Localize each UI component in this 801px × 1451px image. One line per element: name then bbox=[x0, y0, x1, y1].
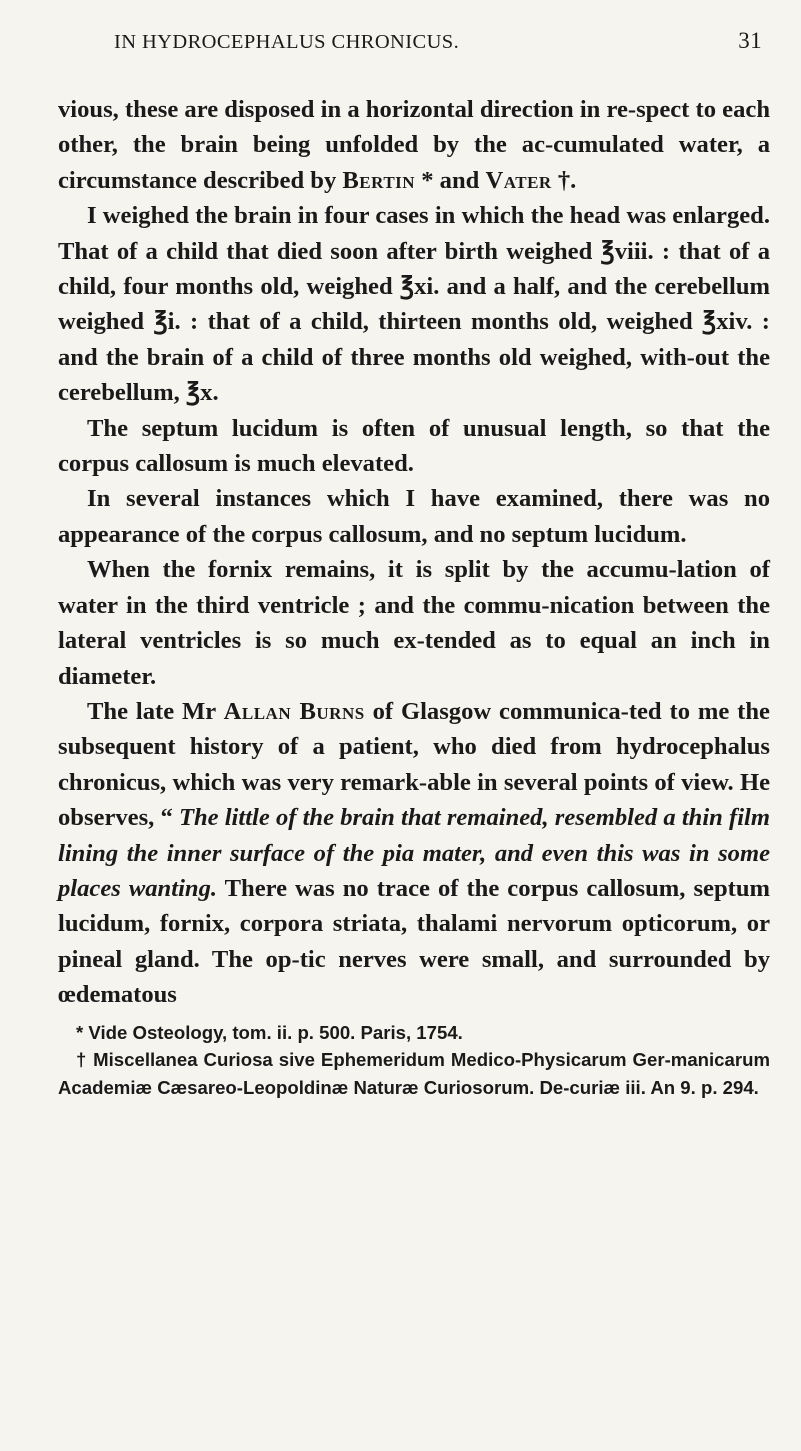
small-caps-name: Bertin bbox=[342, 166, 416, 194]
small-caps-name: Vater bbox=[485, 166, 552, 194]
text-run: vious, these are disposed in a horizontal direction in re-spect to each other, the brain being unfolded by the ac-cumulated water, a circumstance described by bbox=[58, 96, 770, 194]
paragraph bbox=[58, 481, 770, 552]
small-caps-name: Allan Burns bbox=[223, 697, 365, 725]
running-head bbox=[58, 28, 770, 92]
text-run: The late Mr bbox=[87, 697, 224, 725]
text-run: of Glasgow communica-ted to me the subsequent history of a patient, who died from hydrocephalus chronicus, which was very remark-able in several points of view. He observes, “ bbox=[58, 697, 770, 832]
footnote-bertin: * Vide Osteology, tom. ii. p. 500. Paris, 1754. bbox=[76, 1021, 463, 1043]
text-run: There was no trace of the corpus callosum, septum lucidum, fornix, corpora striata, thalami nervorum opticorum, or pineal gland. The op-tic nerves were small, and surrounded by œdematous bbox=[58, 874, 770, 1009]
text-run: †. bbox=[551, 166, 577, 194]
text-run: I weighed the brain in four cases in which the head was enlarged. That of a child that died soon after birth weighed ℥viii. : that of a child, four months old, weighed ℥xi. and a half, and the cerebellum weighed ℥i. : that of a child, thirteen months old, weighed ℥xiv. : and the brain of a child of three months old weighed, with-out the cerebellum, ℥x. bbox=[58, 202, 770, 407]
text-run: * and bbox=[415, 166, 486, 194]
page-number: 31 bbox=[738, 28, 762, 53]
italic-quote: The little of the brain that remained, resembled a thin film lining the inner surface of the pia mater, and even this was in some places wanting. bbox=[58, 804, 771, 902]
body-text bbox=[58, 92, 770, 1013]
paragraph bbox=[58, 92, 770, 198]
footnote-vater: † Miscellanea Curiosa sive Ephemeridum Medico-Physicarum Ger-manicarum Academiæ Cæsareo-Leopoldinæ Naturæ Curiosorum. De-curiæ iii. An 9. p. 294. bbox=[58, 1049, 770, 1098]
paragraph bbox=[58, 198, 770, 410]
paragraph bbox=[58, 694, 770, 1013]
book-page bbox=[58, 28, 770, 1101]
text-run: When the fornix remains, it is split by the accumu-lation of water in the third ventricle ; and the commu-nication between the lateral ventricles is so much ex-tended as to equal an inch in diameter. bbox=[58, 556, 770, 690]
running-head-title: IN HYDROCEPHALUS CHRONICUS. bbox=[114, 31, 460, 53]
footnotes bbox=[58, 1019, 770, 1102]
text-run: In several instances which I have examined, there was no appearance of the corpus callosum, and no septum lucidum. bbox=[58, 485, 770, 548]
paragraph bbox=[58, 411, 770, 482]
paragraph bbox=[58, 552, 770, 694]
text-run: The septum lucidum is often of unusual length, so that the corpus callosum is much elevated. bbox=[58, 414, 770, 478]
